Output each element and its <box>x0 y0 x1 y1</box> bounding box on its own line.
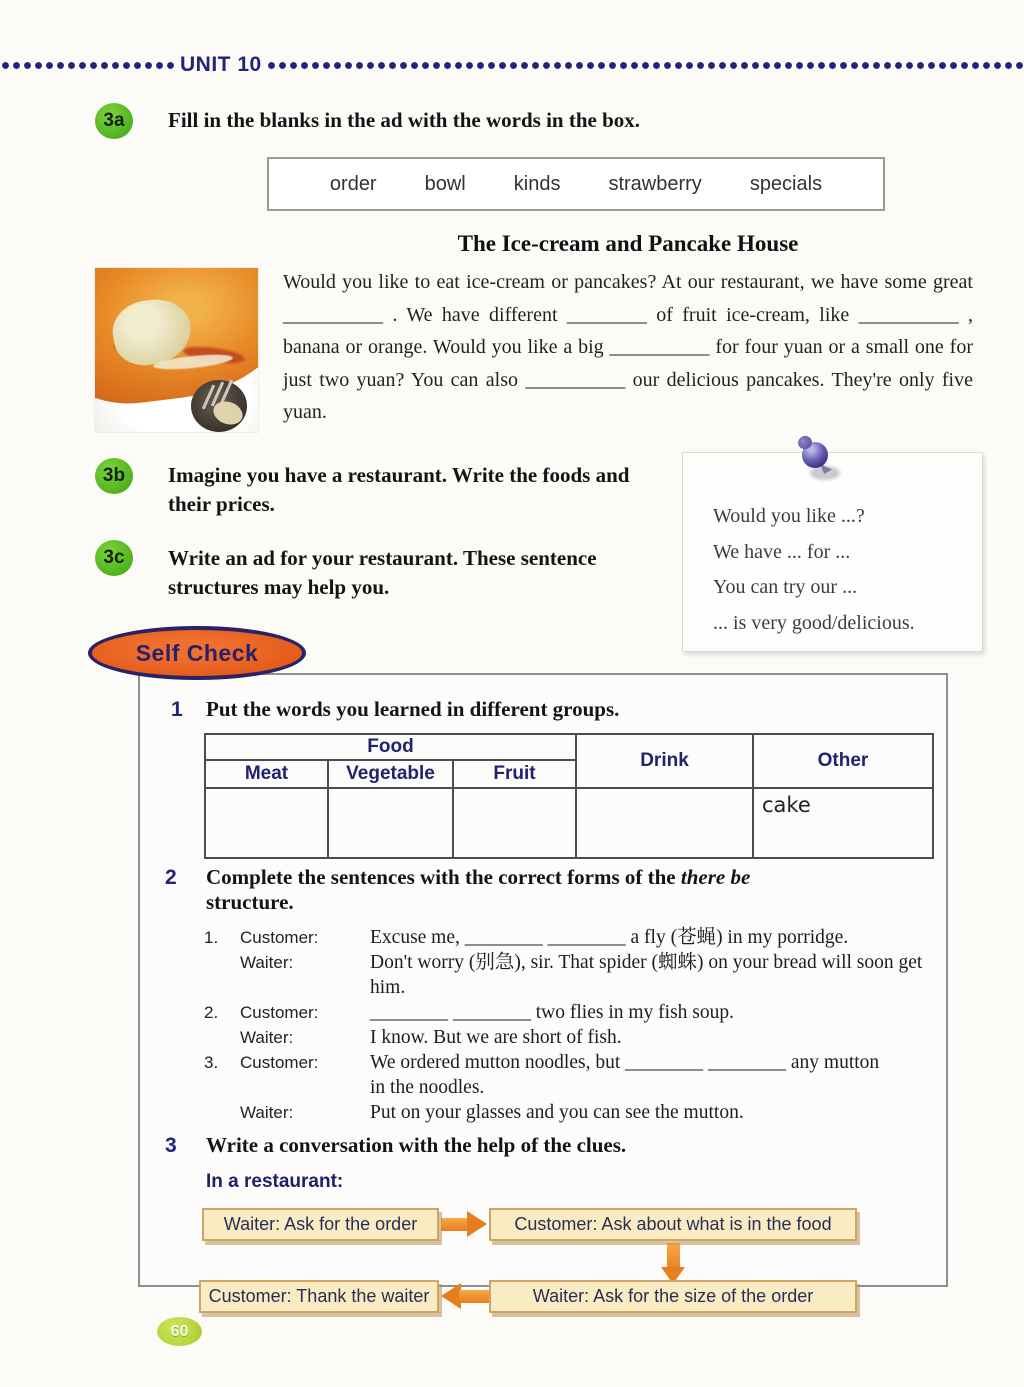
badge-3b-label: 3b <box>102 465 126 486</box>
dialogue-text: ________ ________ two flies in my fish soup. <box>370 1002 734 1023</box>
dialogue-text: I know. But we are short of fish. <box>370 1027 622 1048</box>
task3-number: 3 <box>165 1134 177 1157</box>
dialogue-row <box>204 1025 940 1050</box>
dialogue-number: 1. <box>204 928 219 947</box>
dialogue-row <box>204 925 940 950</box>
table-header-meat: Meat <box>205 760 328 788</box>
flow-box-waiter-size <box>489 1280 857 1313</box>
dialogue-speaker: Waiter: <box>240 1028 294 1047</box>
page-number: 60 <box>170 1322 189 1340</box>
task1-heading: Put the words you learned in different groups. <box>206 697 620 721</box>
dialogue-speaker: Customer: <box>240 1003 319 1022</box>
badge-3c-label: 3c <box>103 547 125 568</box>
task2-heading-line2: structure. <box>206 890 294 914</box>
unit-title: UNIT 10 <box>180 53 262 76</box>
dialogue-speaker: Customer: <box>240 1053 319 1072</box>
table-header-food: Food <box>205 734 576 760</box>
table-cell-drink <box>576 788 753 858</box>
dialogue-row <box>204 1100 940 1125</box>
page-number-badge <box>157 1317 202 1346</box>
word-box <box>267 157 885 211</box>
dialogue-exercise <box>204 925 940 1125</box>
word-groups-table <box>204 733 934 859</box>
flow-box-label: Customer: Thank the waiter <box>208 1286 430 1306</box>
dialogue-row <box>204 1000 940 1025</box>
heading-3a: Fill in the blanks in the ad with the words in the box. <box>168 108 641 132</box>
badge-3b <box>95 458 133 494</box>
self-check-label: Self Check <box>135 639 259 666</box>
unit-header-rule <box>0 54 1024 76</box>
table-cell-vegetable <box>328 788 453 858</box>
ad-title: The Ice-cream and Pancake House <box>457 231 799 256</box>
dialogue-row <box>204 950 940 1000</box>
dotted-rule-left <box>0 61 176 70</box>
table-header-other: Other <box>753 734 933 788</box>
heading-3c: Write an ad for your restaurant. These sentence structures may help you. <box>168 546 597 599</box>
dotted-rule-right <box>266 61 1024 70</box>
badge-3a <box>95 103 133 139</box>
self-check-panel <box>138 673 948 1306</box>
word-box-word: strawberry <box>608 172 702 195</box>
dialogue-number: 2. <box>204 1003 219 1022</box>
arrow-right-icon <box>467 1211 487 1237</box>
dialogue-text: Put on your glasses and you can see the mutton. <box>370 1102 744 1123</box>
task2-heading-italic: there be <box>680 865 751 889</box>
card-line: You can try our ... <box>713 576 858 598</box>
arrow-left-icon <box>441 1283 461 1309</box>
word-box-word: kinds <box>513 172 561 195</box>
task2-heading-pre: Complete the sentences with the correct forms of the <box>206 865 681 889</box>
task3-subheading: In a restaurant: <box>206 1171 344 1192</box>
task2-heading <box>206 865 946 915</box>
table-cell-meat <box>205 788 328 858</box>
table-header-drink: Drink <box>576 734 753 788</box>
dialogue-row <box>204 1050 940 1100</box>
flow-box-label: Customer: Ask about what is in the food <box>514 1214 832 1234</box>
table-cell-fruit <box>453 788 576 858</box>
task2-number: 2 <box>165 866 177 889</box>
flow-box-waiter-order <box>202 1208 439 1241</box>
word-box-word: order <box>329 172 377 195</box>
heading-3b: Imagine you have a restaurant. Write the foods and their prices. <box>168 463 630 516</box>
card-line: ... is very good/delicious. <box>713 611 915 634</box>
flow-box-customer-thanks <box>199 1280 439 1313</box>
card-line: We have ... for ... <box>713 540 851 563</box>
pushpin-icon <box>792 436 844 488</box>
flow-box-label: Waiter: Ask for the order <box>223 1214 418 1234</box>
pancake-photo <box>95 268 258 432</box>
dialogue-text: Excuse me, ________ ________ a fly (苍蝇) in my porridge. <box>370 927 849 948</box>
table-cell-other <box>753 788 933 858</box>
flow-box-customer-food <box>489 1208 857 1241</box>
dialogue-speaker: Customer: <box>240 928 319 947</box>
table-header-vegetable: Vegetable <box>328 760 453 788</box>
arrow-left-stem <box>459 1290 489 1303</box>
arrow-right-stem <box>441 1218 469 1231</box>
word-box-word: specials <box>749 172 823 195</box>
ad-paragraph: Would you like to eat ice-cream or pancakes? At our restaurant, we have some great __________ . We have different ________ of fruit ice-cream, like __________ , banana or orange. Would you like a big __________ for four yuan or a small one for just two yuan? You can also __________ our delicious pancakes. They're only five yuan. <box>283 271 973 424</box>
dialogue-speaker: Waiter: <box>240 953 294 972</box>
dialogue-speaker: Waiter: <box>240 1103 294 1122</box>
flow-box-label: Waiter: Ask for the size of the order <box>532 1286 814 1306</box>
badge-3a-label: 3a <box>103 110 125 131</box>
self-check-badge <box>88 626 306 680</box>
dialogue-text: We ordered mutton noodles, but ________ ________ any mutton in the noodles. <box>370 1052 880 1098</box>
badge-3c <box>95 540 133 576</box>
dialogue-text: Don't worry (别急), sir. That spider (蜘蛛) on your bread will soon get him. <box>370 952 923 998</box>
task1-number: 1 <box>171 698 183 721</box>
word-box-word: bowl <box>424 172 466 195</box>
table-header-fruit: Fruit <box>453 760 576 788</box>
card-line: Would you like ...? <box>713 505 865 527</box>
table-cell-other-value: cake <box>762 793 811 817</box>
dialogue-number: 3. <box>204 1053 219 1072</box>
task3-heading: Write a conversation with the help of the clues. <box>206 1133 627 1157</box>
